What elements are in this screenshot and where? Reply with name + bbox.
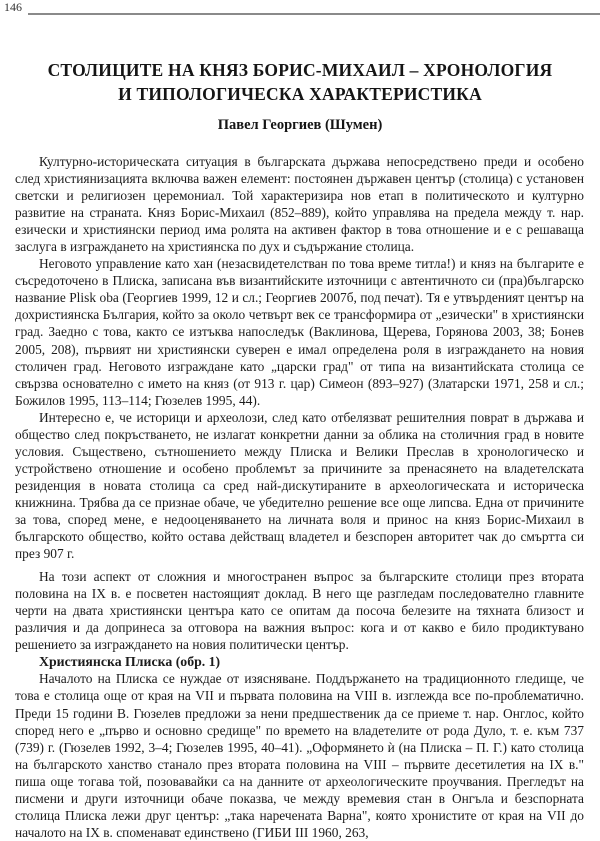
- paragraph-5: Началото на Плиска се нуждае от изясняване. Поддържането на традиционното гледище, че това е столица още от края на VII и първата половина на VIII в. изглежда все по-проблематично. Преди 15 години В. Гюзелев предложи за нени предшественик да се приеме т. нар. Онглос, който според него е „първо и основно средище" по времето на владетелите от рода Дуло, т. е. към 737 (739) г. (Гюзелев 1992, 3–4; Гюзелев 1995, 40–41). „Оформянето ѝ (на Плиска – П. Г.) като столица на българското ханство станало през втората половина на VIII – първите десетилетия на IX в." пиша още тогава той, позовавайки са на данните от археологическите проучвания. Прегледът на писмени и други източници обаче показва, че между времевия стан в Онгъла и безспорната столица Плиска лежи друг център: „така наречената Варна", която хронистите от края на VII до началото на IX в. споменават единствено (ГИБИ III 1960, 263,: [15, 671, 584, 840]
- page-number: 146: [4, 0, 22, 14]
- paragraph-1: Културно-историческата ситуация в българската държава непосредствено преди и особено след християнизацията включва важен елемент: постоянен държавен център (столица) с установен светски и религиозен церемониал. Той характеризира нов етап в политическото и културно развитие на страната. Княз Борис-Михаил (852–889), който управлява на предела между т. нар. езически и християнски период има ролята на активен фактор в това отношение и е с решаваща заслуга в изграждането на християнска по дух и съдържание столица.: [15, 154, 584, 255]
- paragraph-4: На този аспект от сложния и многостранен въпрос за българските столици през втората половина на IX в. е посветен настоящият доклад. В него ще разгледам последователно главните черти на двата християнски центъра като се опитам да посоча белезите на тяхната близост и различия и да допринеса за отговора на важния въпрос: кога и от какво е било продиктувано решението за изграждането на новия политически център.: [15, 569, 584, 653]
- section-heading: Християнска Плиска (обр. 1): [39, 654, 221, 670]
- header-rule: [28, 13, 600, 15]
- author-name: Павел Георгиев (Шумен): [217, 117, 383, 133]
- title-line-1: СТОЛИЦИТЕ НА КНЯЗ БОРИС-МИХАИЛ – ХРОНОЛОГИЯ: [47, 60, 553, 80]
- title-line-2: И ТИПОЛОГИЧЕСКА ХАРАКТЕРИСТИКА: [118, 84, 482, 104]
- article-title: [30, 58, 570, 106]
- paragraph-3: Интересно е, че историци и археолози, след като отбелязват решителния поврат в държава и общество след покръстването, не излагат конкретни данни за облика на столичния град в новите условия. Съществено, сътношението между Плиска и Велики Преслав в хронологическо и устройствено отношение и особено проблемът за причините за пренасянето на владетелската резиденция в новата столица са сред най-дискутираните в археологическата и историческа книжнина. Трябва да се признае обаче, че убедително решение все още липсва. Една от причините за това, според мене, е недооценяването на личната воля и принос на княз Борис-Михаил в българското общество, който остава действащ владетел и безспорен авторитет чак до смъртта си през 907 г.: [15, 409, 584, 562]
- paragraph-2: Неговото управление като хан (незасвидетелстван по това време титла!) и княз на българите е съсредоточено в Плиска, записана във византийските източници с автентичното си (пра)българско название Plisk oba (Георгиев 1999, 12 и сл.; Георгиев 2007б, под печат). Тя е утвърденият център на дохристиянска България, който за около четвърт век се трансформира от „езически" в християнски град. Заедно с това, както се изтъква напоследък (Ваклинова, Щерева, Горянова 2003, 38; Бонев 2005, 208), първият ни християнски суверен е имал определена роля в изграждането на новия столичен град. Неговото изграждане като „царски град" от типа на византийската столица се свързва основателно с името на княз (от 913 г. цар) Симеон (893–927) (Златарски 1971, 258 и сл.; Божилов 1995, 113–114; Гюзелев 1995, 44).: [15, 256, 584, 408]
- article-body: [15, 153, 584, 841]
